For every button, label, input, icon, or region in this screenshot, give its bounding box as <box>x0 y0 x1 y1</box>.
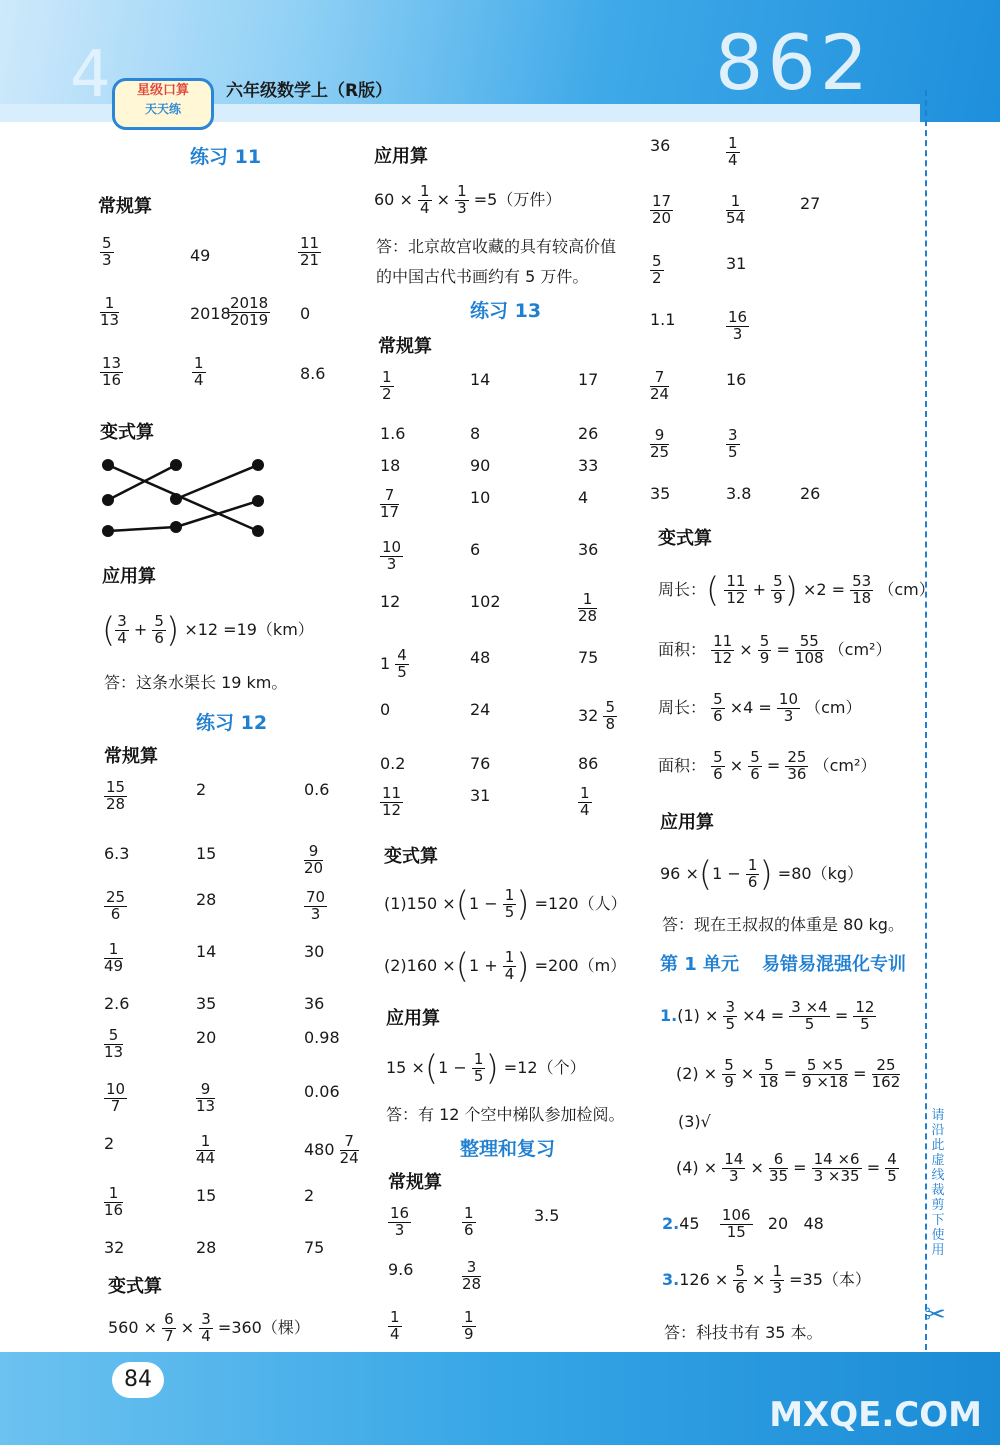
answer-cell <box>304 890 327 923</box>
answer-cell: 10 <box>470 488 491 507</box>
answer-cell: 480 $\frac{7}{24}$ <box>304 1132 359 1167</box>
answer-cell: 2.6 <box>104 994 130 1013</box>
answer-cell: 1.1 <box>650 310 676 329</box>
fraction: $\frac{1}{2}$ <box>382 368 392 403</box>
equation-a2: 560 × $\frac{6}{7}$ × $\frac{3}{4}$ =360（棵） <box>108 1310 310 1345</box>
answer-cell: 17 <box>578 370 599 389</box>
fraction: $\frac{1}{4}$ <box>390 1308 400 1343</box>
answer-cell: 9.6 <box>388 1260 414 1279</box>
answer-cell: 48 <box>470 648 491 667</box>
q1-part2: (2) × $\frac{5}{9}$ × $\frac{5}{18}$ = $\frac{5 \times 5}{9 \times 18}$ = $\frac{25}{162}$ <box>676 1056 901 1091</box>
answer-cell <box>462 1260 481 1293</box>
answer: $\frac{2018}{2019}$ <box>230 294 269 329</box>
decor-number-left: 4 <box>70 38 111 112</box>
fraction: $\frac{1}{4}$ <box>728 134 738 169</box>
section-apply-b2: 应用算 <box>386 1008 440 1029</box>
logo-line2: 天天练 <box>144 102 181 116</box>
fraction: $\frac{7}{24}$ <box>339 1132 359 1167</box>
answer: 0 <box>300 304 311 323</box>
cut-instruction: 请沿此虚线裁剪下使用 <box>931 1108 945 1258</box>
answer-cell: 1 $\frac{4}{5}$ <box>380 646 407 681</box>
answer-text-b1-line1: 答：北京故宫收藏的具有较高价值 <box>376 237 617 256</box>
answer-cell: 28 <box>196 890 217 909</box>
answer-cell: 35 <box>650 484 671 503</box>
equation-c-perimeter1: 周长：( $\frac{11}{12}$ + $\frac{5}{9}$ ) ×2 = $\frac{53}{18}$ （cm） <box>658 570 935 611</box>
answer-cell <box>726 310 749 343</box>
section-apply-b1: 应用算 <box>374 146 428 167</box>
answer-cell: 0.6 <box>304 780 330 799</box>
answer-cell <box>196 1134 215 1167</box>
answer-cell: 0.06 <box>304 1082 340 1101</box>
watermark: MXQE.COM <box>769 1395 982 1435</box>
answer-cell: 24 <box>470 700 491 719</box>
section-apply-c: 应用算 <box>660 812 714 833</box>
answer-cell: 16 <box>726 370 747 389</box>
fraction: $\frac{17}{20}$ <box>652 192 672 227</box>
matching-diagram <box>98 455 273 540</box>
answer-cell <box>650 254 664 287</box>
answer-cell <box>304 844 323 877</box>
answer-cell: 2 <box>304 1186 315 1205</box>
fraction: $\frac{9}{13}$ <box>196 1080 216 1115</box>
equation-a1: ( $\frac{3}{4}$ + $\frac{5}{6}$ ) ×12 =19（km） <box>102 610 314 651</box>
answer-cell: 36 <box>578 540 599 559</box>
answer-cell: 0 <box>380 700 391 719</box>
fraction: $\frac{7}{17}$ <box>380 486 400 521</box>
fraction: $\frac{1}{54}$ <box>726 192 746 227</box>
answer-cell: 32 <box>104 1238 125 1257</box>
fraction: $\frac{9}{20}$ <box>304 842 324 877</box>
answer-cell: 0.98 <box>304 1028 340 1047</box>
fraction: $\frac{5}{13}$ <box>104 1026 124 1061</box>
section-variant-a1: 变式算 <box>100 422 154 443</box>
exercise-12-title: 练习 12 <box>196 712 268 734</box>
section-apply-a1: 应用算 <box>102 566 156 587</box>
answer-cell: 35 <box>196 994 217 1013</box>
answer-cell: 32 $\frac{5}{8}$ <box>578 698 615 733</box>
page-number: 84 <box>112 1362 164 1398</box>
answer-cell: 28 <box>196 1238 217 1257</box>
answer-cell: 20 <box>196 1028 217 1047</box>
answer-cell: 1.6 <box>380 424 406 443</box>
answer: $\frac{1}{13}$ <box>100 294 120 329</box>
answer-cell: 8 <box>470 424 481 443</box>
fraction: $\frac{16}{3}$ <box>390 1204 410 1239</box>
answer-cell <box>104 1028 123 1061</box>
answer-text-b1-line2: 的中国古代书画约有 5 万件。 <box>376 267 589 286</box>
fraction: $\frac{1}{4}$ <box>580 784 590 819</box>
fraction: $\frac{1}{6}$ <box>464 1204 474 1239</box>
answer-cell <box>726 428 740 461</box>
answer-text-b2: 答：有 12 个空中梯队参加检阅。 <box>386 1105 625 1124</box>
answer: 8.6 <box>300 364 326 383</box>
q2-answers: 2.45 $\frac{106}{15}$ 20 48 <box>662 1206 824 1241</box>
answer-cell <box>380 370 394 403</box>
logo-line1: 星级口算 <box>136 83 189 98</box>
answer-cell: 18 <box>380 456 401 475</box>
fraction: $\frac{15}{28}$ <box>106 778 126 813</box>
answer-cell: 36 <box>304 994 325 1013</box>
section-common-a2: 常规算 <box>104 746 158 767</box>
answer-cell: 90 <box>470 456 491 475</box>
answer-cell: 3.8 <box>726 484 752 503</box>
answer-cell <box>650 370 669 403</box>
fraction: $\frac{10}{3}$ <box>382 538 402 573</box>
q3-equation: 3.126 × $\frac{5}{6}$ × $\frac{1}{3}$ =35（本） <box>662 1262 871 1297</box>
exercise-13-title: 练习 13 <box>470 300 542 322</box>
answer-cell: 12 <box>380 592 401 611</box>
answer-cell: 76 <box>470 754 491 773</box>
answer-text-c: 答：现在王叔叔的体重是 80 kg。 <box>662 915 904 934</box>
fraction: $\frac{1}{44}$ <box>196 1132 216 1167</box>
answer-cell: 31 <box>726 254 747 273</box>
fraction: $\frac{1}{9}$ <box>464 1308 474 1343</box>
answer-cell: 26 <box>800 484 821 503</box>
equation-c-perimeter2: 周长： $\frac{5}{6}$ ×4 = $\frac{10}{3}$ （cm） <box>658 690 862 725</box>
answer: 2018 <box>190 304 231 323</box>
answer-cell <box>726 194 745 227</box>
answer-cell: 3.5 <box>534 1206 560 1225</box>
answer-cell <box>578 592 597 625</box>
fraction: $\frac{25}{6}$ <box>106 888 126 923</box>
exercise-11-title: 练习 11 <box>190 146 262 168</box>
answer-cell <box>104 890 127 923</box>
answer-cell: 6 <box>470 540 481 559</box>
answer-cell: 30 <box>304 942 325 961</box>
section-variant-a2: 变式算 <box>108 1276 162 1297</box>
fraction: $\frac{1}{49}$ <box>104 940 124 975</box>
answer-cell: 31 <box>470 786 491 805</box>
equation-c-area2: 面积： $\frac{5}{6}$ × $\frac{5}{6}$ = $\frac{25}{36}$ （cm²） <box>658 748 877 783</box>
fraction: $\frac{10}{7}$ <box>106 1080 126 1115</box>
answer: $\frac{11}{21}$ <box>300 234 320 269</box>
answer-cell: 26 <box>578 424 599 443</box>
fraction: $\frac{4}{5}$ <box>397 646 407 681</box>
section-common-b1: 常规算 <box>378 336 432 357</box>
review-title: 整理和复习 <box>460 1138 556 1160</box>
answer: $\frac{13}{16}$ <box>102 354 122 389</box>
answer-cell <box>196 1082 215 1115</box>
answer-cell: 14 <box>470 370 491 389</box>
unit-title: 易错易混强化专训 <box>762 954 906 975</box>
q1-part1: 1.(1) × $\frac{3}{5}$ ×4 = $\frac{3 \times 4}{5}$ = $\frac{12}{5}$ <box>660 998 875 1033</box>
answer-cell: 2 <box>104 1134 115 1153</box>
answer-cell <box>104 1186 123 1219</box>
equation-b-variant2: (2)160 ×(1 + $\frac{1}{4}$ ) =200（m） <box>384 946 627 987</box>
answer-cell <box>578 786 592 819</box>
answer-cell: 75 <box>578 648 599 667</box>
equation-c-area1: 面积： $\frac{11}{12}$ × $\frac{5}{9}$ = $\frac{55}{108}$ （cm²） <box>658 632 892 667</box>
answer-text-q3: 答：科技书有 35 本。 <box>664 1323 823 1342</box>
answer-cell <box>726 136 740 169</box>
fraction: $\frac{1}{16}$ <box>104 1184 124 1219</box>
equation-b1: 60 × $\frac{1}{4}$ × $\frac{1}{3}$ =5（万件） <box>374 182 562 217</box>
section-variant-b1: 变式算 <box>384 846 438 867</box>
fraction: $\frac{7}{24}$ <box>650 368 670 403</box>
answer-cell: 2 <box>196 780 207 799</box>
answer-cell <box>388 1206 411 1239</box>
equation-c-apply: 96 ×(1 − $\frac{1}{6}$ ) =80（kg） <box>660 854 863 895</box>
section-common-a1: 常规算 <box>98 196 152 217</box>
answer: 49 <box>190 246 211 265</box>
fraction: $\frac{3}{5}$ <box>728 426 738 461</box>
answer-cell: 4 <box>578 488 589 507</box>
book-logo <box>112 78 214 130</box>
answer-cell: 75 <box>304 1238 325 1257</box>
scissors-icon: ✂ <box>924 1300 946 1330</box>
answer-cell <box>462 1206 476 1239</box>
fraction: $\frac{9}{25}$ <box>650 426 670 461</box>
q1-part4: (4) × $\frac{14}{3}$ × $\frac{6}{35}$ = $\frac{14 \times 6}{3 \times 35}$ = $\frac{4}{5}$ <box>676 1150 897 1185</box>
fraction: $\frac{5}{2}$ <box>652 252 662 287</box>
cut-dashed-line <box>925 90 927 1350</box>
answer-cell: 6.3 <box>104 844 130 863</box>
unit-number: 第 1 单元 <box>660 954 740 975</box>
decor-number-right: 862 <box>715 18 873 107</box>
answer-cell: 33 <box>578 456 599 475</box>
section-variant-c: 变式算 <box>658 528 712 549</box>
answer-cell: 15 <box>196 844 217 863</box>
answer-cell: 0.2 <box>380 754 406 773</box>
answer-cell <box>104 942 123 975</box>
answer: $\frac{5}{3}$ <box>102 234 112 269</box>
answer-cell <box>388 1310 402 1343</box>
equation-b2: 15 ×(1 − $\frac{1}{5}$ ) =12（个） <box>386 1048 586 1089</box>
fraction: $\frac{3}{28}$ <box>462 1258 482 1293</box>
fraction: $\frac{70}{3}$ <box>306 888 326 923</box>
fraction: $\frac{5}{8}$ <box>605 698 615 733</box>
answer-text-a1: 答：这条水渠长 19 km。 <box>104 673 288 692</box>
answer-cell: 102 <box>470 592 501 611</box>
answer-cell <box>650 428 669 461</box>
section-common-b2: 常规算 <box>388 1172 442 1193</box>
grade-title: 六年级数学上（R版） <box>226 81 393 101</box>
answer-cell: 86 <box>578 754 599 773</box>
answer-cell <box>650 194 673 227</box>
answer: $\frac{1}{4}$ <box>194 354 204 389</box>
answer-cell <box>462 1310 476 1343</box>
answer-cell <box>380 786 403 819</box>
answer-cell: 36 <box>650 136 671 155</box>
answer-cell <box>380 540 403 573</box>
fraction: $\frac{1}{28}$ <box>578 590 598 625</box>
fraction: $\frac{16}{3}$ <box>728 308 748 343</box>
answer-cell: 15 <box>196 1186 217 1205</box>
answer-cell <box>104 1082 127 1115</box>
q1-part3: (3)√ <box>678 1112 711 1131</box>
fraction: $\frac{11}{12}$ <box>382 784 402 819</box>
answer-cell: 27 <box>800 194 821 213</box>
answer-cell <box>380 488 399 521</box>
equation-b-variant1: (1)150 ×(1 − $\frac{1}{5}$ ) =120（人） <box>384 884 627 925</box>
answer-cell <box>104 780 127 813</box>
answer-cell: 14 <box>196 942 217 961</box>
